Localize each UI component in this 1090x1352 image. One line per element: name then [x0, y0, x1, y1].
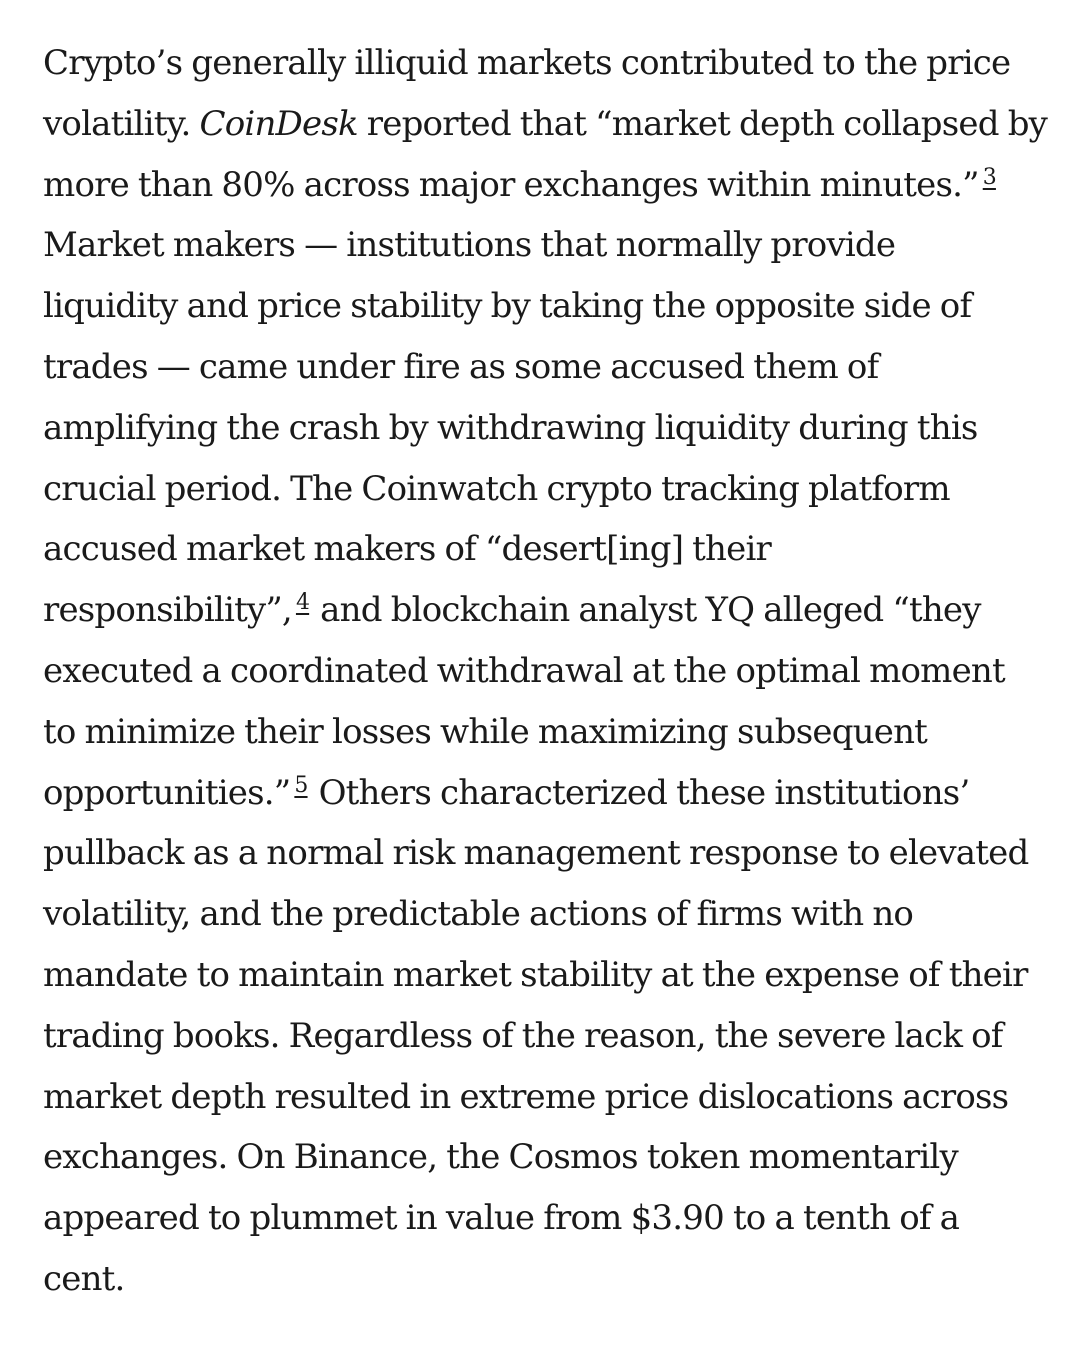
line-text: crucial period. The Coinwatch crypto tracking platform — [43, 468, 950, 509]
text-line — [43, 945, 1063, 1006]
line-text: accused market makers of “desert[ing] their — [43, 529, 771, 570]
line-text: Market makers — institutions that normally provide — [43, 225, 896, 266]
line-text: responsibility”, — [43, 590, 292, 631]
text-line — [43, 1006, 1063, 1067]
line-text: market depth resulted in extreme price dislocations across — [43, 1076, 1009, 1117]
publication-name: CoinDesk — [199, 103, 358, 144]
line-text: reported that “market depth collapsed by — [357, 103, 1048, 144]
text-line — [43, 580, 1063, 641]
line-text: Crypto’s generally illiquid markets contributed to the price — [43, 43, 1011, 83]
text-line — [43, 1127, 1063, 1188]
line-text: opportunities.” — [43, 772, 291, 813]
line-text: volatility. — [43, 103, 200, 144]
line-text: Others characterized these institutions’ — [309, 772, 970, 813]
paragraph — [43, 33, 1063, 1310]
text-line — [43, 337, 1063, 398]
line-text: executed a coordinated withdrawal at the optimal moment — [43, 650, 1005, 691]
text-line — [43, 398, 1063, 459]
article-body — [43, 33, 1063, 1310]
text-line — [43, 641, 1063, 702]
line-text: mandate to maintain market stability at the expense of their — [43, 954, 1028, 995]
text-line — [43, 519, 1063, 580]
text-line — [43, 1188, 1063, 1249]
text-line — [43, 884, 1063, 945]
text-line — [43, 155, 1063, 216]
line-text: amplifying the crash by withdrawing liquidity during this — [43, 407, 978, 448]
line-text: cent. — [43, 1258, 125, 1299]
footnote-link-5[interactable]: 5 — [294, 772, 308, 798]
line-text: appeared to plummet in value from $3.90 to a tenth of a — [43, 1198, 960, 1239]
text-line — [43, 276, 1063, 337]
text-line — [43, 823, 1063, 884]
line-text: volatility, and the predictable actions of firms with no — [43, 894, 914, 935]
text-line — [43, 763, 1063, 824]
text-line — [43, 33, 1063, 94]
line-text: to minimize their losses while maximizing subsequent — [43, 711, 928, 752]
line-text: exchanges. On Binance, the Cosmos token momentarily — [43, 1137, 958, 1178]
text-line — [43, 1249, 1063, 1310]
line-text: pullback as a normal risk management response to elevated — [43, 833, 1029, 874]
line-text: more than 80% across major exchanges within minutes.” — [43, 164, 979, 205]
line-text: liquidity and price stability by taking the opposite side of — [43, 286, 972, 327]
line-text: trades — came under fire as some accused them of — [43, 346, 879, 387]
text-line — [43, 459, 1063, 520]
footnote-link-4[interactable]: 4 — [295, 590, 310, 616]
line-text: trading books. Regardless of the reason, the severe lack of — [43, 1015, 1003, 1056]
text-line — [43, 215, 1063, 276]
text-line — [43, 1067, 1063, 1128]
footnote-link-3[interactable]: 3 — [982, 164, 996, 190]
text-line — [43, 702, 1063, 763]
text-line — [43, 94, 1063, 155]
line-text: and blockchain analyst YQ alleged “they — [311, 590, 981, 631]
